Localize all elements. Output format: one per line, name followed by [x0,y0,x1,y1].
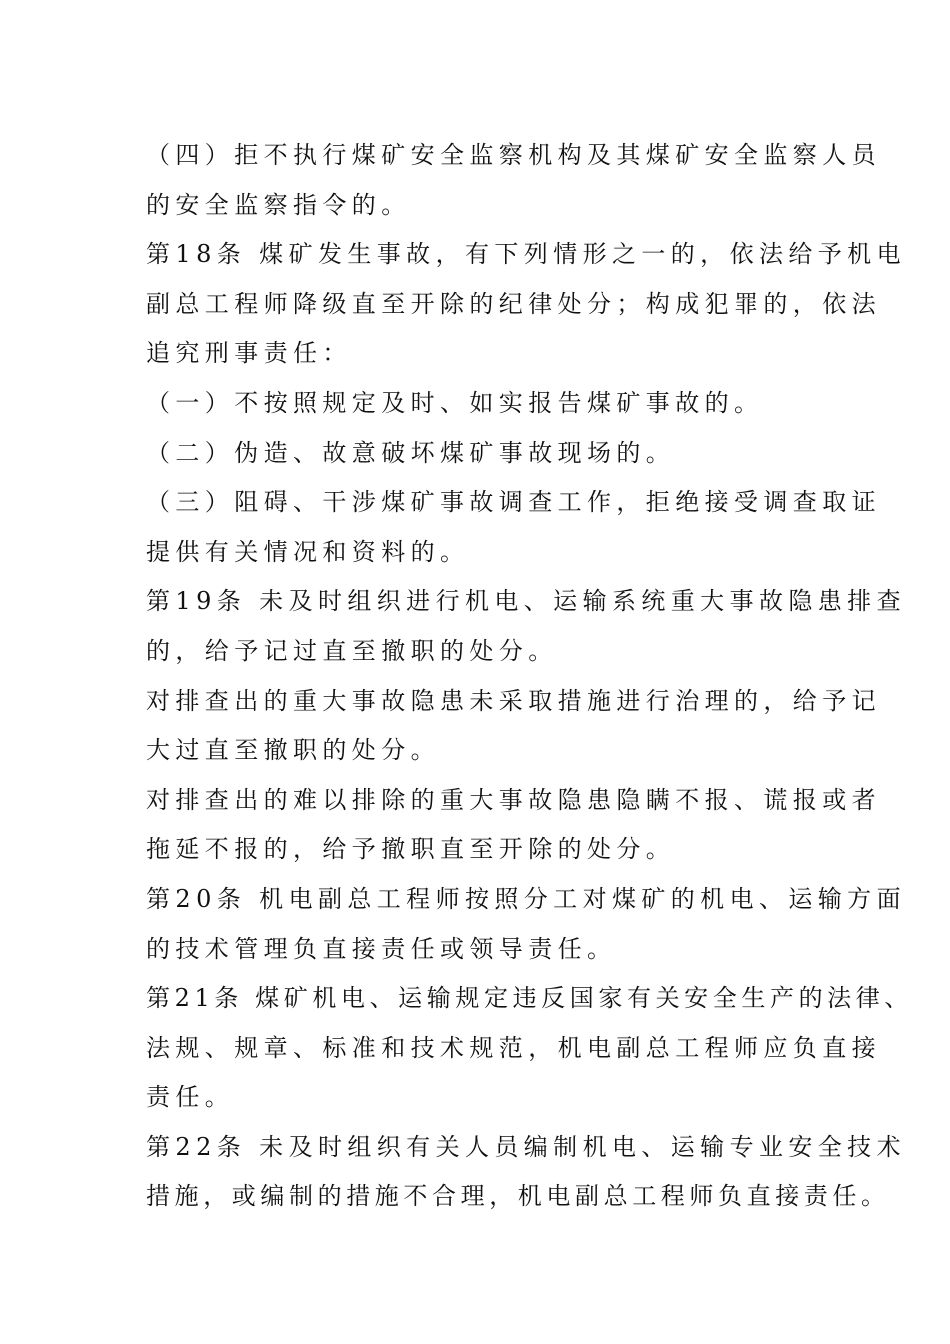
text-line: 的安全监察指令的。 [146,190,411,219]
text-line: 第18条 煤矿发生事故，有下列情形之一的，依法给予机电 [146,240,906,269]
text-line: 法规、规章、标准和技术规范，机电副总工程师应负直接 [146,1033,881,1062]
text-line: 的，给予记过直至撤职的处分。 [146,636,558,665]
text-line: 对排查出的重大事故隐患未采取措施进行治理的，给予记 [146,686,881,715]
text-line: 的技术管理负直接责任或领导责任。 [146,934,617,963]
text-line: 责任。 [146,1083,235,1112]
text-line: （二）伪造、故意破坏煤矿事故现场的。 [146,438,676,467]
text-line: 追究刑事责任： [146,339,352,368]
text-line: 副总工程师降级直至开除的纪律处分；构成犯罪的，依法 [146,289,881,318]
document-body [146,131,913,1222]
text-line: 大过直至撤职的处分。 [146,736,440,765]
text-line: 第20条 机电副总工程师按照分工对煤矿的机电、运输方面 [146,884,906,913]
text-line: 措施，或编制的措施不合理，机电副总工程师负直接责任。 [146,1182,890,1211]
text-line: 拖延不报的，给予撤职直至开除的处分。 [146,835,676,864]
text-line: （三）阻碍、干涉煤矿事故调查工作，拒绝接受调查取证 [146,488,881,517]
text-line: 第22条 未及时组织有关人员编制机电、运输专业安全技术 [146,1132,906,1161]
text-line: （四）拒不执行煤矿安全监察机构及其煤矿安全监察人员 [146,141,881,169]
text-line: 对排查出的难以排除的重大事故隐患隐瞒不报、谎报或者 [146,785,881,814]
text-line: （一）不按照规定及时、如实报告煤矿事故的。 [146,388,764,417]
text-line: 第21条 煤矿机电、运输规定违反国家有关安全生产的法律、 [146,984,913,1013]
text-line: 第19条 未及时组织进行机电、运输系统重大事故隐患排查 [146,587,906,616]
text-line: 提供有关情况和资料的。 [146,537,470,566]
